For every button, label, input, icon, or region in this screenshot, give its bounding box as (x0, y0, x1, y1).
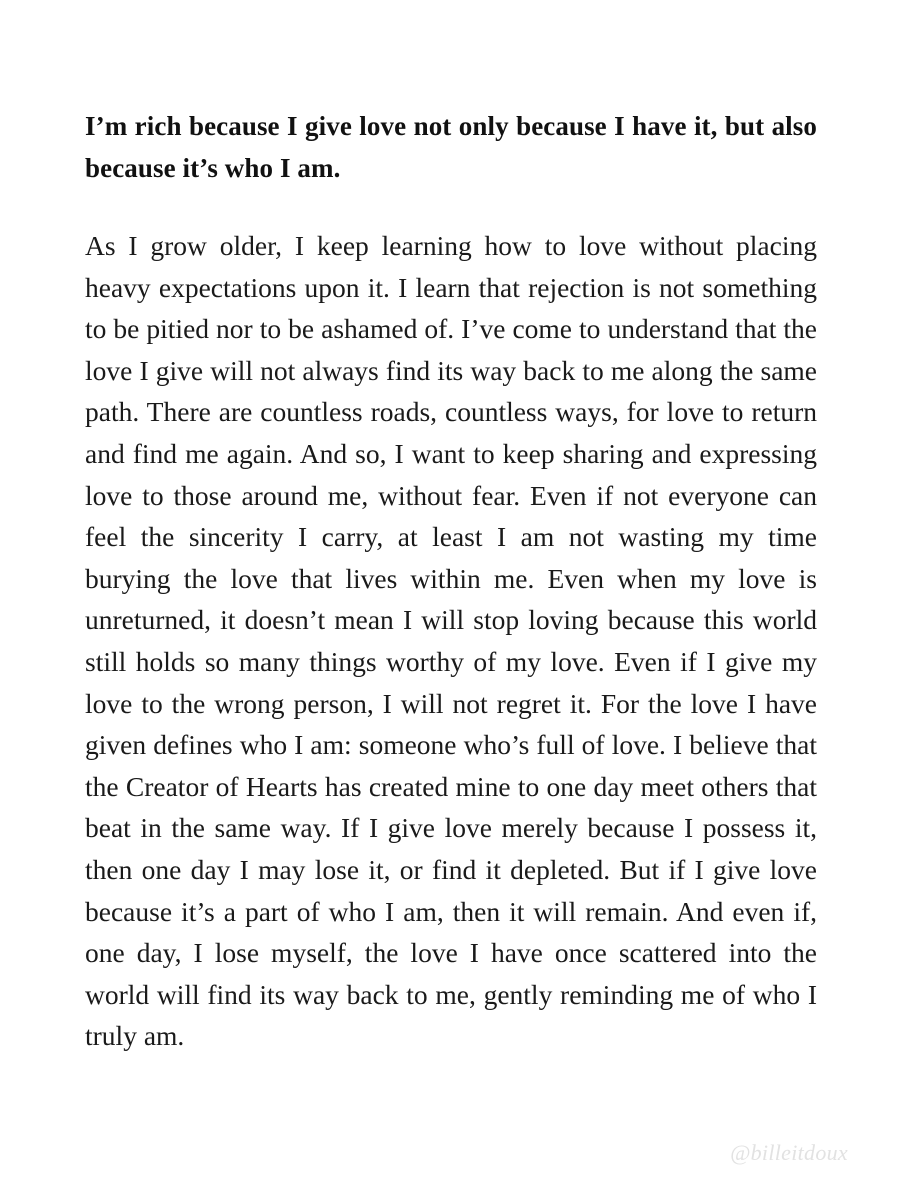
document-page (85, 106, 817, 1057)
watermark: @billeitdoux (730, 1140, 848, 1165)
heading: I’m rich because I give love not only because I have it, but also because it’s who I am. (85, 111, 817, 183)
body-paragraph: As I grow older, I keep learning how to love without placing heavy expectations upon it. I learn that rejection is not something to be pitied nor to be ashamed of. I’ve come to understand that the love I give will not always find its way back to me along the same path. There are countless roads, countless ways, for love to return and find me again. And so, I want to keep sharing and expressing love to those around me, without fear. Even if not everyone can feel the sincerity I carry, at least I am not wasting my time burying the love that lives within me. Even when my love is unreturned, it doesn’t mean I will stop loving because this world still holds so many things worthy of my love. Even if I give my love to the wrong person, I will not regret it. For the love I have given defines who I am: someone who’s full of love. I believe that the Creator of Hearts has created mine to one day meet others that beat in the same way. If I give love merely because I possess it, then one day I may lose it, or find it depleted. But if I give love because it’s a part of who I am, then it will remain. And even if, one day, I lose myself, the love I have once scattered into the world will find its way back to me, gently reminding me of who I truly am. (85, 230, 817, 1052)
